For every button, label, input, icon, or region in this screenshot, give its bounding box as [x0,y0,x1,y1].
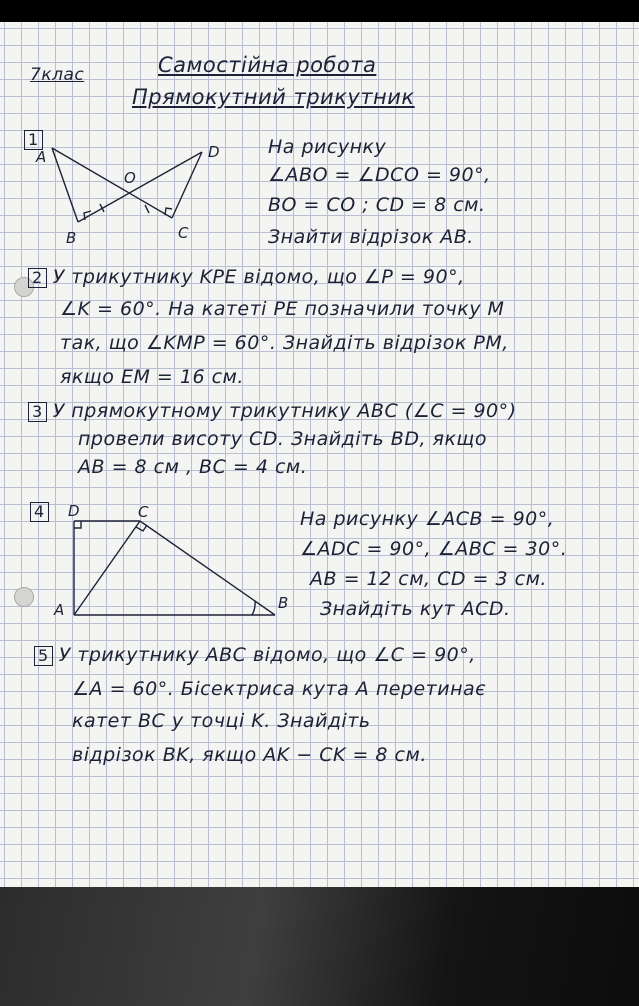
topic-title: Прямокутний трикутник [132,85,415,109]
task-2-line: ∠K = 60°. На катеті PE позначили точку M [60,298,505,320]
task-2-number: 2 [28,268,47,288]
angle-arc-b [252,601,255,615]
point-d-label: D [68,502,80,520]
task-5-line: 5 У трикутнику ABC відомо, що ∠C = 90°, [34,644,476,666]
task-5-line: катет BC у точці K. Знайдіть [72,710,371,732]
task-5-line: ∠A = 60°. Бісектриса кута A перетинає [72,678,487,700]
task-1-line: На рисунку [268,136,387,158]
page-title: Самостійна робота [158,53,377,77]
right-angle-d [74,521,81,528]
point-a-label: A [54,601,65,619]
task-2-line: якщо EM = 16 см. [60,366,244,388]
task-5-number: 5 [34,646,53,666]
point-c-label: C [178,224,189,242]
task-4-line: На рисунку ∠ACB = 90°, [300,508,555,530]
point-a-label: A [36,148,47,166]
point-b-label: B [66,229,77,247]
task-2-line: 2 У трикутнику KPE відомо, що ∠P = 90°, [28,266,465,288]
point-c-label: C [138,503,149,521]
task-3-line: 3 У прямокутному трикутнику ABC (∠C = 90°) [28,400,517,422]
task-4-number: 4 [30,500,55,522]
task-5-line: відрізок BK, якщо AK − CK = 8 см. [72,744,427,766]
task-2-line: так, що ∠KMP = 60°. Знайдіть відрізок PM, [60,332,509,354]
task-3-number: 3 [28,402,47,422]
grade-label: 7клас [30,65,85,85]
task-1-line: BO = CO ; CD = 8 см. [268,194,486,216]
task-1-number: 1 [24,128,49,150]
right-angle-c [136,525,147,531]
segment-ac [74,521,140,615]
task-3-line: AB = 8 см , BC = 4 см. [78,456,308,478]
segment-cb [140,521,275,615]
point-o-label: O [124,169,136,187]
task-4-line: Знайдіть кут ACD. [320,598,511,620]
point-d-label: D [208,143,220,161]
task-4-line: AB = 12 см, CD = 3 см. [310,568,547,590]
task-3-line: провели висоту CD. Знайдіть BD, якщо [78,428,487,450]
task-4-line: ∠ADC = 90°, ∠ABC = 30°. [300,538,568,560]
task-1-line: ∠ABO = ∠DCO = 90°, [268,164,491,186]
point-b-label: B [278,594,289,612]
task-1-line: Знайти відрізок AB. [268,226,474,248]
